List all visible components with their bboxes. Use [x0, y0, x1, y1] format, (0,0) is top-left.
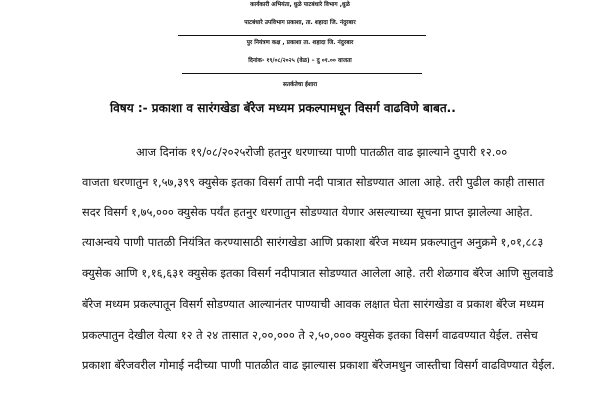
body-line: प्रकल्पातुन देखील येत्या १२ ते २४ तासात २,००,००० ते २,५०,००० क्युसेक इतका विसर्ग वाढवण्यात येईल. तसेच [82, 328, 538, 342]
date-underline [182, 73, 422, 74]
body-line: क्युसेक आणि १,१६,६३१ क्युसेक इतका विसर्ग नदीपात्रात सोडण्यात आलेला आहे. तरी शेळगाव बॅरेज आणि सुलवाडे [82, 266, 554, 280]
body-line: प्रकाशा बॅरेजवरील गोमाई नदीच्या पाणी पातळीत वाढ झाल्यास प्रकाशा बॅरेजमधुन जास्तीचा विसर्ग वाढविण्यात येईल. [82, 358, 556, 372]
body-line: त्याअन्वये पाणी पातळी नियंत्रित करण्यासाठी सारंगखेडा आणि प्रकाशा बॅरेज मध्यम प्रकल्पातुन अनुक्रमे १,०१,८८३ [82, 235, 544, 249]
alert-title: सतर्कतेचा ईशारा [282, 82, 318, 88]
body-line: बॅरेज मध्यम प्रकल्पातून विसर्ग सोडण्यात आल्यानंतर पाण्याची आवक लक्षात घेता सारंगखेडा व प्रकाश बॅरेज मध्यम [82, 297, 544, 311]
header-divider [178, 35, 426, 36]
body-line: वाजता धरणातुन १,५७,३९९ क्युसेक इतका विसर्ग तापी नदी पात्रात सोडण्यात आला आहे. तरी पुढील काही तासात [82, 175, 545, 189]
date-time-line: दिनांक- १९/०८/२०२५ (वेळ) – दु ०१.०० वाजता [248, 58, 352, 64]
subject-line: विषय :- प्रकाशा व सारंगखेडा बॅरेज मध्यम प्रकल्पामधून विसर्ग वाढविणे बाबत.. [110, 101, 456, 115]
subdivision-header: पाटबंधारे उपविभाग प्रकाशा, ता. शहादा जि. नंदुरबार [244, 20, 356, 26]
body-line: आज दिनांक १९/०८/२०२५रोजी हतनुर धरणाच्या पाणी पातळीत वाढ झाल्याने दुपारी १२.०० [136, 145, 508, 159]
office-header: कार्यकारी अभियंता, धुळे पाटबंधारे विभाग ,धुळे [250, 2, 350, 8]
body-line: सदर विसर्ग १,७५,००० क्युसेक पर्यंत हतनुर धरणातुन सोडण्यात येणार असल्याच्या सूचना प्राप्त झालेल्या आहेत. [82, 205, 533, 219]
control-room-header: पुर नियंत्रण कक्ष , प्रकाशा ता. शहादा जि. नंदुरबार [246, 40, 354, 46]
